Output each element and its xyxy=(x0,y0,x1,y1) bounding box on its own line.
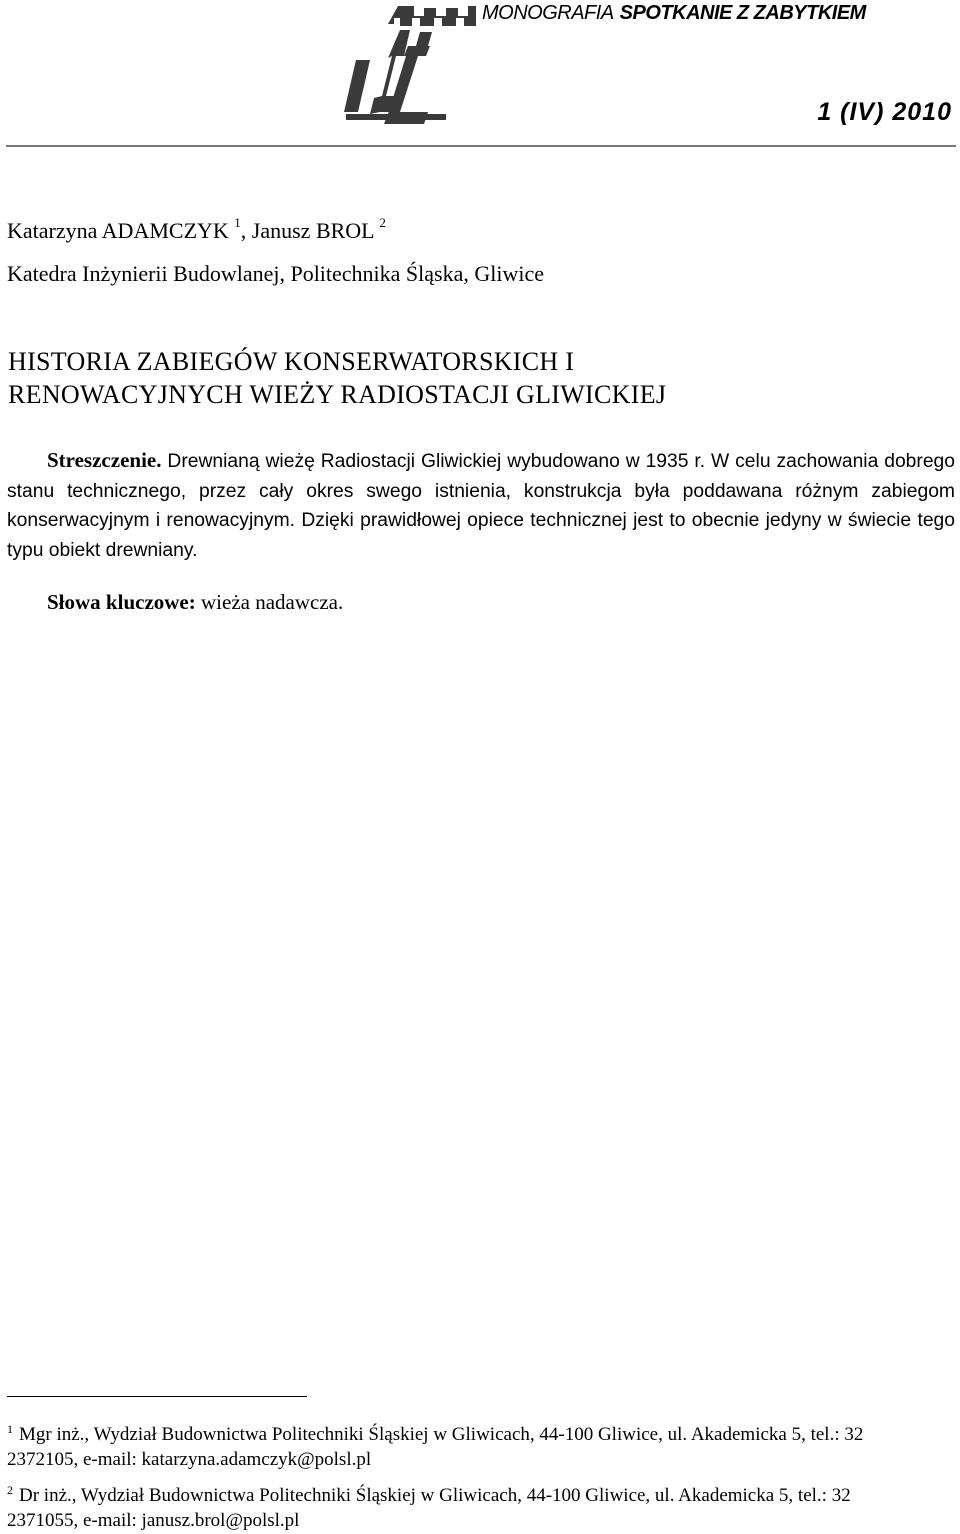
title-line: RENOWACYJNYCH WIEŻY RADIOSTACJI GLIWICKIEJ xyxy=(8,380,667,409)
series-subtitle: SPOTKANIE Z ZABYTKIEM xyxy=(619,2,866,24)
journal-logo xyxy=(338,2,478,130)
abstract-label: Streszczenie. xyxy=(47,448,162,472)
footnote-marker: 2 xyxy=(379,214,386,230)
keywords-label: Słowa kluczowe: xyxy=(47,590,196,614)
author-name: Katarzyna ADAMCZYK xyxy=(7,218,229,243)
keywords-text: wieża nadawcza. xyxy=(195,590,344,614)
abstract-text: Drewnianą wieżę Radiostacji Gliwickiej wybudowano w 1935 r. W celu zachowania dobrego stanu technicznego, przez cały okres swego istnienia, konstrukcja była poddawana różnym zabiegom konserwacyjnym i renowacyjnym. Dzięki prawidłowej opiece technicznej jest to obecnie jedyny w świecie tego typu obiekt drewniany. xyxy=(7,451,955,561)
keywords xyxy=(47,590,343,615)
footnote-text: Mgr inż., Wydział Budownictwa Politechniki Śląskiej w Gliwicach, 44-100 Gliwice, ul. Akademicka 5, tel.: 32 2372105, e-mail: katarzyna.adamczyk@polsl.pl xyxy=(7,1424,864,1470)
footnote-text: Dr inż., Wydział Budownictwa Politechniki Śląskiej w Gliwicach, 44-100 Gliwice, ul. Akademicka 5, tel.: 32 2371055, e-mail: janusz.brol@polsl.pl xyxy=(7,1485,851,1531)
journal-series xyxy=(482,2,866,25)
footnote xyxy=(7,1484,907,1533)
footnote-number: 2 xyxy=(7,1482,13,1497)
footnote-marker: 1 xyxy=(234,214,241,230)
header-divider xyxy=(6,145,956,147)
footnote-divider xyxy=(7,1396,307,1397)
issue-number: 1 (IV) 2010 xyxy=(817,98,952,126)
sz-logo-icon xyxy=(338,2,478,130)
affiliation: Katedra Inżynierii Budowlanej, Politechnika Śląska, Gliwice xyxy=(7,261,545,286)
authors-line xyxy=(7,214,386,244)
series-name: MONOGRAFIA xyxy=(482,2,614,24)
footnote xyxy=(7,1423,907,1472)
footnote-number: 1 xyxy=(7,1421,13,1436)
title-line: HISTORIA ZABIEGÓW KONSERWATORSKICH I xyxy=(8,347,575,376)
paper-title xyxy=(8,345,666,411)
author-name: Janusz BROL xyxy=(251,218,374,243)
author-separator: , xyxy=(240,218,252,243)
abstract xyxy=(7,446,955,565)
